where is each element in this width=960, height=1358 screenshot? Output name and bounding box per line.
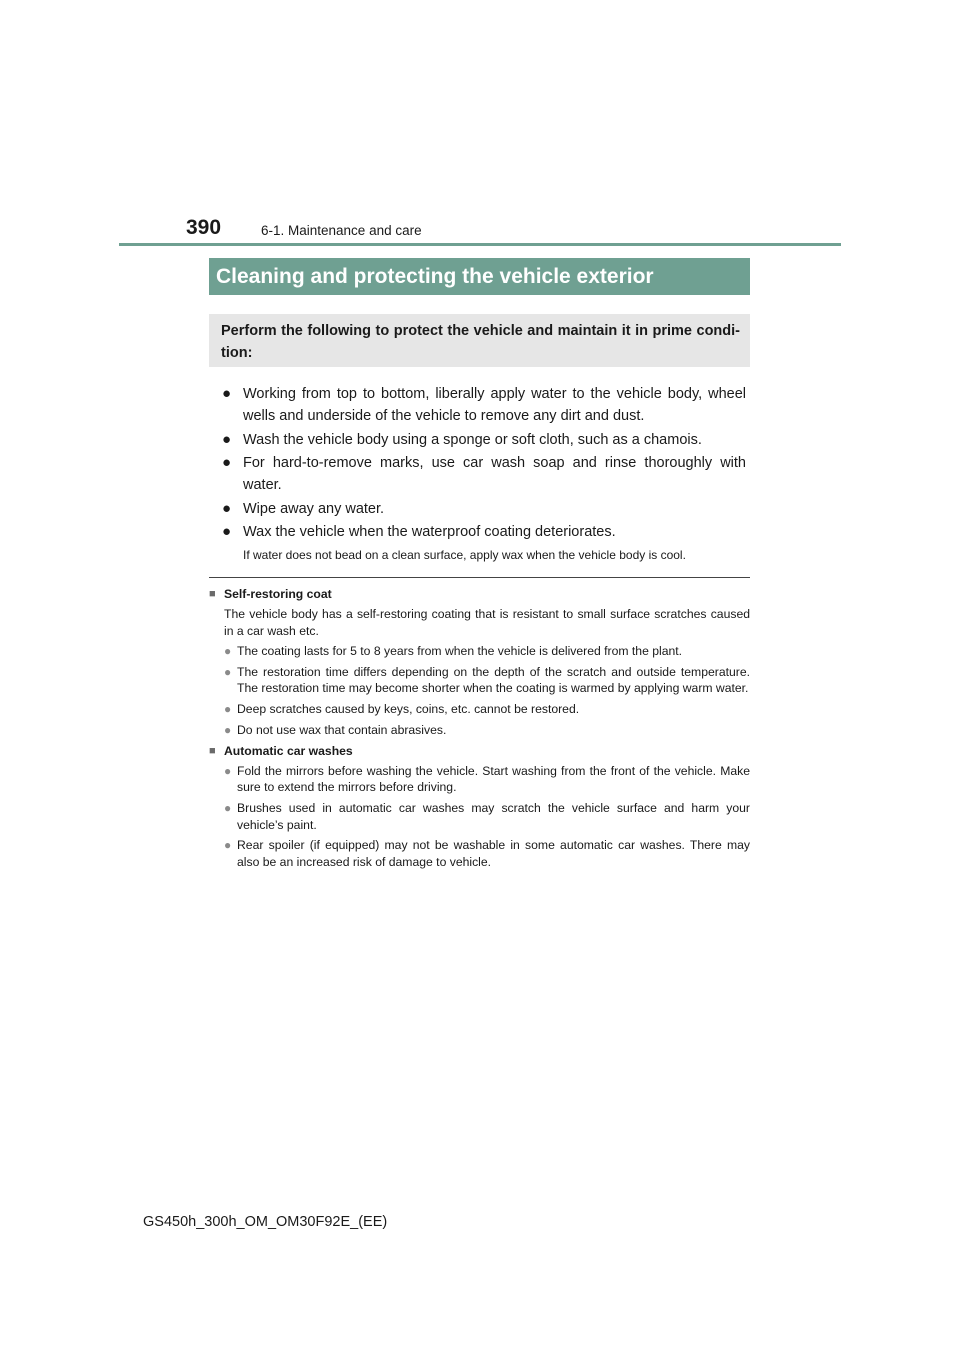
step-text: Wash the vehicle body using a sponge or soft cloth, such as a chamois. [243,431,702,448]
page-header [186,214,846,244]
page-number: 390 [186,216,222,239]
wax-note: If water does not bead on a clean surface, apply wax when the vehicle body is cool. [243,548,686,562]
bullet-icon: ● [222,523,232,540]
self-restoring-heading: ■ Self-restoring coat [209,587,332,601]
self-restoring-text: The vehicle body has a self-restoring coating that is resistant to small surface scratches caused in a car wash etc. [224,607,750,638]
bullet-icon: ● [222,430,232,448]
step-text: Working from top to bottom, liberally apply water to the vehicle body, wheel wells and underside of the vehicle to remove any dirt and dust. [243,386,746,424]
section-label: 6-1. Maintenance and care [261,223,422,238]
bullet-icon: ● [224,702,232,717]
car-washes-heading: ■ Automatic car washes [209,743,353,758]
intro-box: Perform the following to protect the vehicle and maintain it in prime condi-tion: [209,314,750,367]
note-item: ● The restoration time differs depending on the depth of the scratch and outside temperature. The restoration time may become shorter when the coating is warmed by applying warm water. [224,665,750,696]
note-item: ● The coating lasts for 5 to 8 years from when the vehicle is delivered from the plant. [224,644,683,659]
step-text: For hard-to-remove marks, use car wash soap and rinse thoroughly with water. [243,455,746,493]
bullet-icon: ● [224,764,232,779]
step-item [222,498,746,520]
bullet-icon: ● [224,801,232,816]
note-item: ● Rear spoiler (if equipped) may not be washable in some automatic car washes. There may also be an increased risk of damage to vehicle. [224,838,750,869]
header-rule [119,243,841,246]
bullet-icon: ● [224,644,232,659]
bullet-icon: ● [224,723,232,738]
step-item [222,452,746,496]
bullet-icon: ● [222,385,232,402]
section-divider [209,577,750,578]
notes-section [209,586,750,874]
step-item [222,521,746,543]
note-item: ● Brushes used in automatic car washes may scratch the vehicle surface and harm your vehicle’s paint. [224,801,750,832]
note-item: ● Deep scratches caused by keys, coins, etc. cannot be restored. [224,702,580,717]
bullet-icon: ● [224,838,232,853]
note-item: ● Fold the mirrors before washing the vehicle. Start washing from the front of the vehicle. Make sure to extend the mirrors before driving. [224,764,750,795]
note-item: ● Do not use wax that contain abrasives. [224,723,447,738]
step-item [222,383,746,427]
bullet-icon: ● [224,665,232,680]
bullet-icon: ● [222,499,232,517]
square-bullet-icon: ■ [209,588,216,600]
step-text: Wax the vehicle when the waterproof coating deteriorates. [243,524,616,540]
step-text: Wipe away any water. [243,500,385,517]
square-bullet-icon: ■ [209,744,216,757]
document-footer: GS450h_300h_OM_OM30F92E_(EE) [143,1214,388,1230]
bullet-icon: ● [222,454,232,471]
cleaning-steps-list [222,383,746,564]
section-title: Cleaning and protecting the vehicle exterior [209,258,750,295]
step-item [222,429,746,451]
